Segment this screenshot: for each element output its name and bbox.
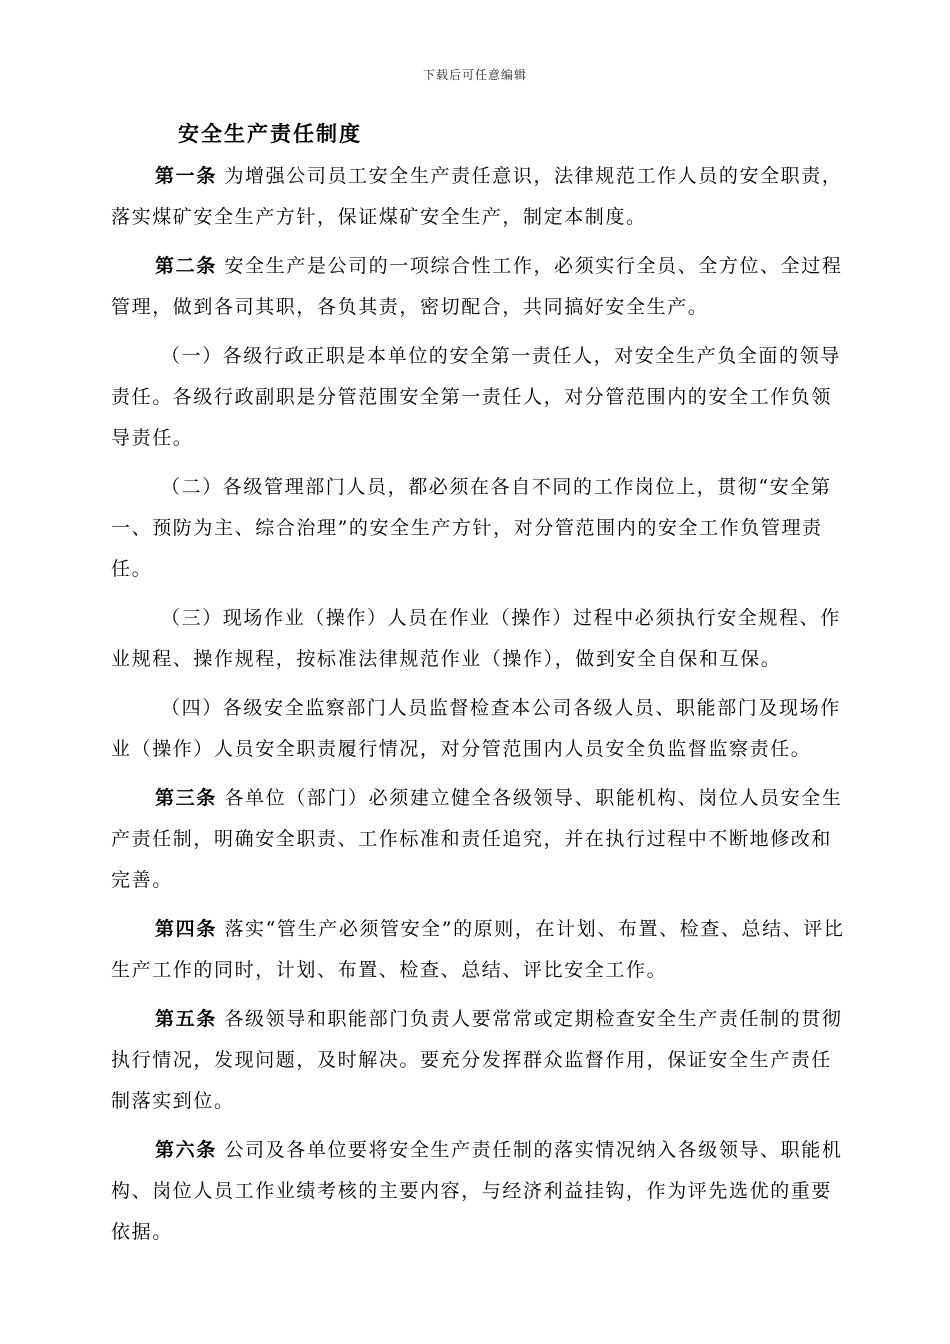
- article-5: [111, 999, 851, 1122]
- document-title: 安全生产责任制度: [178, 121, 362, 146]
- clause-1-text: （一）各级行政正职是本单位的安全第一责任人，对安全生产负全面的领导责任。各级行政副职是分管范围安全第一责任人，对分管范围内的安全工作负领导责任。: [111, 345, 841, 449]
- clause-3-text: （三）现场作业（操作）人员在作业（操作）过程中必须执行安全规程、作业规程、操作规程，按标准法律规范作业（操作），做到安全自保和互保。: [111, 607, 841, 670]
- article-4-lead: 第四条: [155, 918, 217, 940]
- article-5-lead: 第五条: [155, 1008, 217, 1030]
- article-1-text: 为增强公司员工安全生产责任意识，法律规范工作人员的安全职责，落实煤矿安全生产方针，保证煤矿安全生产，制定本制度。: [111, 165, 843, 228]
- article-1: [111, 156, 851, 238]
- article-6-lead: 第六条: [155, 1139, 217, 1161]
- clause-2-text: （二）各级管理部门人员，都必须在各自不同的工作岗位上，贯彻“安全第一、预防为主、综合治理”的安全生产方针，对分管范围内的安全工作负管理责任。: [111, 476, 832, 580]
- clause-4: [111, 688, 851, 770]
- article-4-text: 落实“管生产必须管安全”的原则，在计划、布置、检查、总结、评比生产工作的同时，计划、布置、检查、总结、评比安全工作。: [111, 918, 845, 981]
- clause-3: [111, 598, 851, 680]
- article-1-lead: 第一条: [155, 165, 217, 187]
- article-3-text: 各单位（部门）必须建立健全各级领导、职能机构、岗位人员安全生产责任制，明确安全职责、工作标准和责任追究，并在执行过程中不断地修改和完善。: [111, 787, 843, 891]
- article-4: [111, 909, 851, 991]
- clause-1: [111, 336, 851, 459]
- article-3: [111, 778, 851, 901]
- document-body: [111, 156, 851, 1261]
- article-2-text: 安全生产是公司的一项综合性工作，必须实行全员、全方位、全过程管理，做到各司其职，各负其责，密切配合，共同搞好安全生产。: [111, 255, 843, 318]
- article-2-lead: 第二条: [155, 255, 217, 277]
- article-6: [111, 1130, 851, 1253]
- clause-2: [111, 467, 851, 590]
- article-3-lead: 第三条: [155, 787, 217, 809]
- header-note: 下载后可任意编辑: [422, 68, 527, 82]
- article-5-text: 各级领导和职能部门负责人要常常或定期检查安全生产责任制的贯彻执行情况，发现问题，及时解决。要充分发挥群众监督作用，保证安全生产责任制落实到位。: [111, 1008, 843, 1112]
- article-6-text: 公司及各单位要将安全生产责任制的落实情况纳入各级领导、职能机构、岗位人员工作业绩考核的主要内容，与经济利益挂钩，作为评先选优的重要依据。: [111, 1139, 843, 1243]
- clause-4-text: （四）各级安全监察部门人员监督检查本公司各级人员、职能部门及现场作业（操作）人员安全职责履行情况，对分管范围内人员安全负监督监察责任。: [111, 697, 841, 760]
- article-2: [111, 246, 851, 328]
